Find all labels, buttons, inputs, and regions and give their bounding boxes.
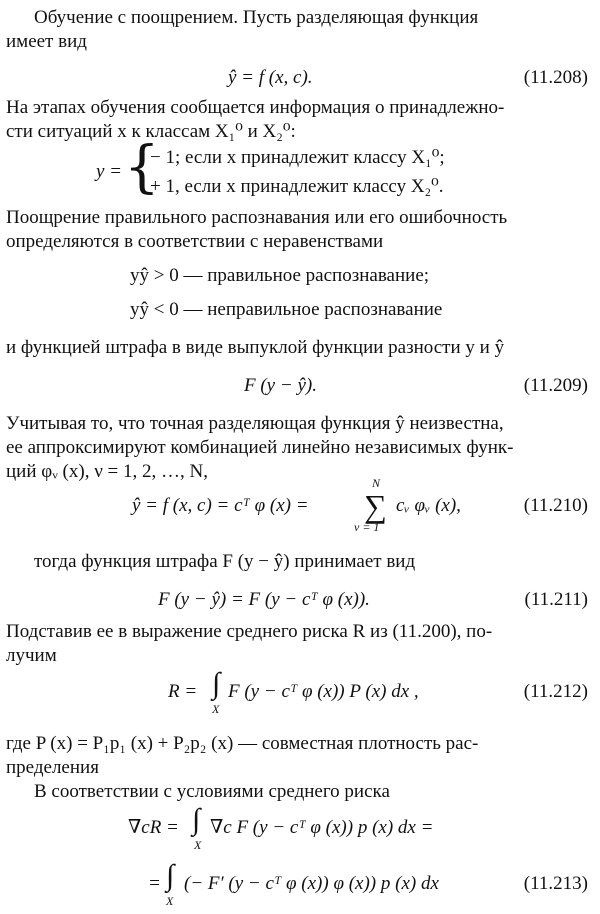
integral-subscript-3: X <box>166 894 174 908</box>
text-line-1: Обучение с поощрением. Пусть разделяющая функция <box>34 7 479 28</box>
text-line-8: Учитывая то, что точная разделяющая функция ŷ неизвестна, <box>6 413 504 434</box>
integral-sign-3: ∫ <box>166 859 175 892</box>
text-line-2: имеет вид <box>6 31 87 52</box>
text-line-7: и функцией штрафа в виде выпуклой функции разности y и ŷ <box>6 337 505 358</box>
sum-lower-limit: ν = 1 <box>354 520 380 534</box>
text-line-15: пределения <box>6 757 99 778</box>
text-line-16: В соответствии с условиями среднего риска <box>34 781 390 802</box>
text-line-14: где P (x) = P₁p₁ (x) + P₂p₂ (x) — совместная плотность рас- <box>6 733 479 754</box>
eq-number-11-210: (11.210) <box>523 495 588 516</box>
text-line-9: ее аппроксимируют комбинацией линейно независимых функ- <box>6 437 514 458</box>
inequality-2: yŷ < 0 — неправильное распознавание <box>130 299 443 320</box>
text-line-10: ций φᵥ (x), ν = 1, 2, …, N, <box>6 461 208 482</box>
integral-subscript-1: X <box>212 702 220 716</box>
eq-number-11-209: (11.209) <box>523 375 588 396</box>
formula-11-213-rhs-1: ∇c F (y − cᵀ φ (x)) p (x) dx = <box>210 817 434 838</box>
text-line-12: Подставив ее в выражение среднего риска R из (11.200), по- <box>6 621 493 642</box>
formula-11-209: F (y − ŷ). <box>244 375 317 396</box>
eq-number-11-212: (11.212) <box>523 681 588 702</box>
formula-11-210-lhs: ŷ = f (x, c) = cᵀ φ (x) = <box>132 495 309 516</box>
cases-lhs: y = <box>96 161 123 182</box>
integral-subscript-2: X <box>194 838 202 852</box>
formula-11-212-lhs: R = <box>168 681 198 702</box>
text-line-3: На этапах обучения сообщается информация о принадлежно- <box>6 97 505 118</box>
left-brace: { <box>124 135 160 200</box>
integral-sign-2: ∫ <box>192 803 201 836</box>
text-line-11: тогда функция штрафа F (y − ŷ) принимает вид <box>34 551 416 572</box>
integral-sign-1: ∫ <box>212 667 221 700</box>
formula-11-211: F (y − ŷ) = F (y − cᵀ φ (x)). <box>158 589 370 610</box>
formula-11-208: ŷ = f (x, c). <box>228 67 313 88</box>
formula-11-213-lhs: ∇cR = <box>128 817 179 838</box>
sum-upper-limit: N <box>372 476 381 490</box>
formula-11-210-rhs: cᵥ φᵥ (x), <box>396 495 461 516</box>
text-line-4: сти ситуаций x к классам X₁⁰ и X₂⁰: <box>6 121 296 142</box>
inequality-1: yŷ > 0 — правильное распознавание; <box>130 265 430 286</box>
text-line-6: определяются в соответствии с неравенствами <box>6 231 384 252</box>
text-line-13: лучим <box>6 645 57 666</box>
eq-number-11-208: (11.208) <box>523 67 588 88</box>
case-line-1: − 1; если x принадлежит классу X₁⁰; <box>150 147 445 168</box>
eq-number-11-211: (11.211) <box>524 589 588 610</box>
formula-11-213-equals: = <box>148 873 161 894</box>
formula-11-212-rhs: F (y − cᵀ φ (x)) P (x) dx , <box>228 681 419 702</box>
text-line-5: Поощрение правильного распознавания или его ошибочность <box>6 207 508 228</box>
formula-11-213-rhs-2: (− F′ (y − cᵀ φ (x)) φ (x)) p (x) dx <box>184 873 439 894</box>
case-line-2: + 1, если x принадлежит классу X₂⁰. <box>150 176 444 197</box>
eq-number-11-213: (11.213) <box>523 873 588 894</box>
sum-symbol: ∑ <box>364 488 387 524</box>
